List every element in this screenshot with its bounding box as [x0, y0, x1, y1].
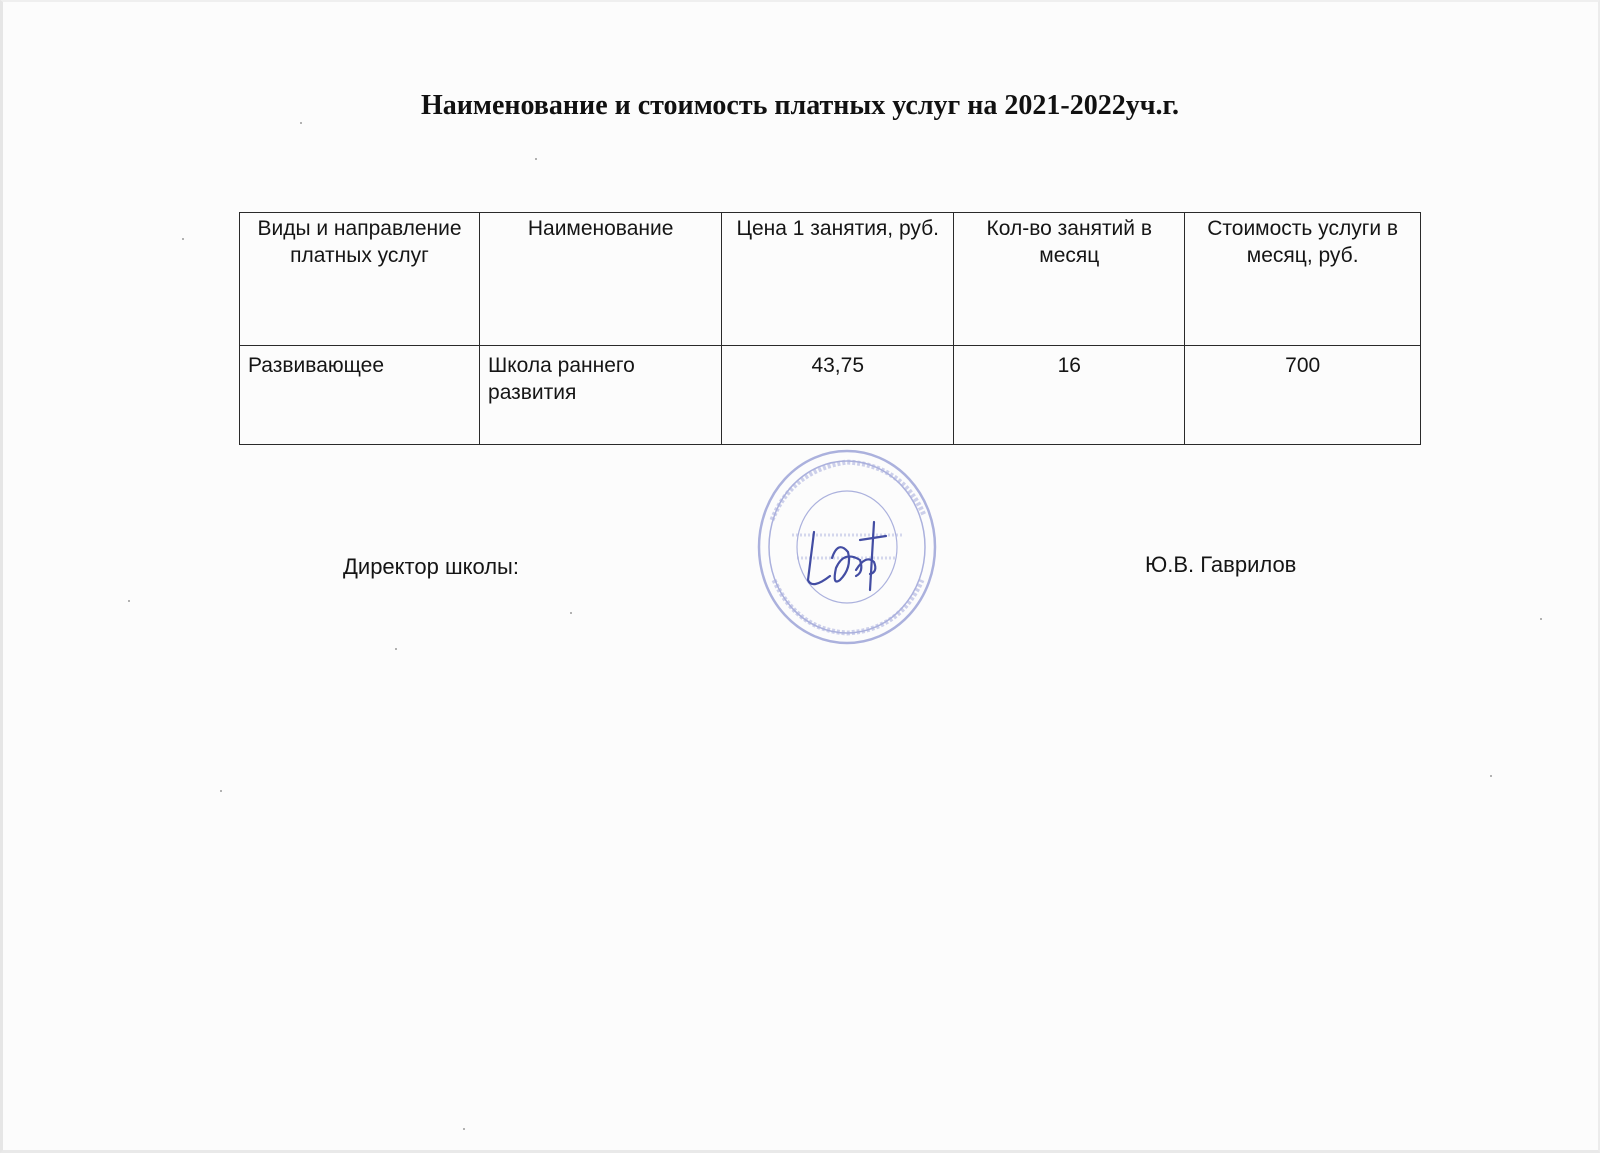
scan-speck [1540, 618, 1542, 620]
scan-speck [570, 612, 572, 614]
cell-cost-per-month: 700 [1185, 346, 1421, 445]
scan-speck [535, 158, 537, 160]
scan-speck [220, 790, 222, 792]
document-title: Наименование и стоимость платных услуг на 2021-2022уч.г. [420, 90, 1180, 121]
scan-speck [300, 122, 302, 124]
scan-speck [395, 648, 397, 650]
cell-lessons-per-month: 16 [954, 346, 1185, 445]
header-price-per-lesson: Цена 1 занятия, руб. [722, 213, 954, 346]
cell-name: Школа раннего развития [480, 346, 722, 445]
director-name: Ю.В. Гаврилов [1145, 552, 1297, 577]
table-header-row [240, 213, 1421, 346]
header-cost-per-month: Стоимость услуги в месяц, руб. [1185, 213, 1421, 346]
official-stamp [752, 440, 946, 650]
table-row [240, 346, 1421, 445]
director-label: Директор школы: [343, 554, 519, 579]
header-service-type: Виды и направление платных услуг [240, 213, 480, 346]
services-table [239, 212, 1421, 445]
scan-speck [128, 600, 130, 602]
header-name: Наименование [480, 213, 722, 346]
cell-price-per-lesson: 43,75 [722, 346, 954, 445]
header-lessons-per-month: Кол-во занятий в месяц [954, 213, 1185, 346]
scan-speck [1490, 775, 1492, 777]
cell-service-type: Развивающее [240, 346, 480, 445]
scan-speck [182, 238, 184, 240]
stamp-seal-icon [759, 451, 935, 643]
signature-icon [808, 522, 886, 590]
scan-speck [463, 1128, 465, 1130]
